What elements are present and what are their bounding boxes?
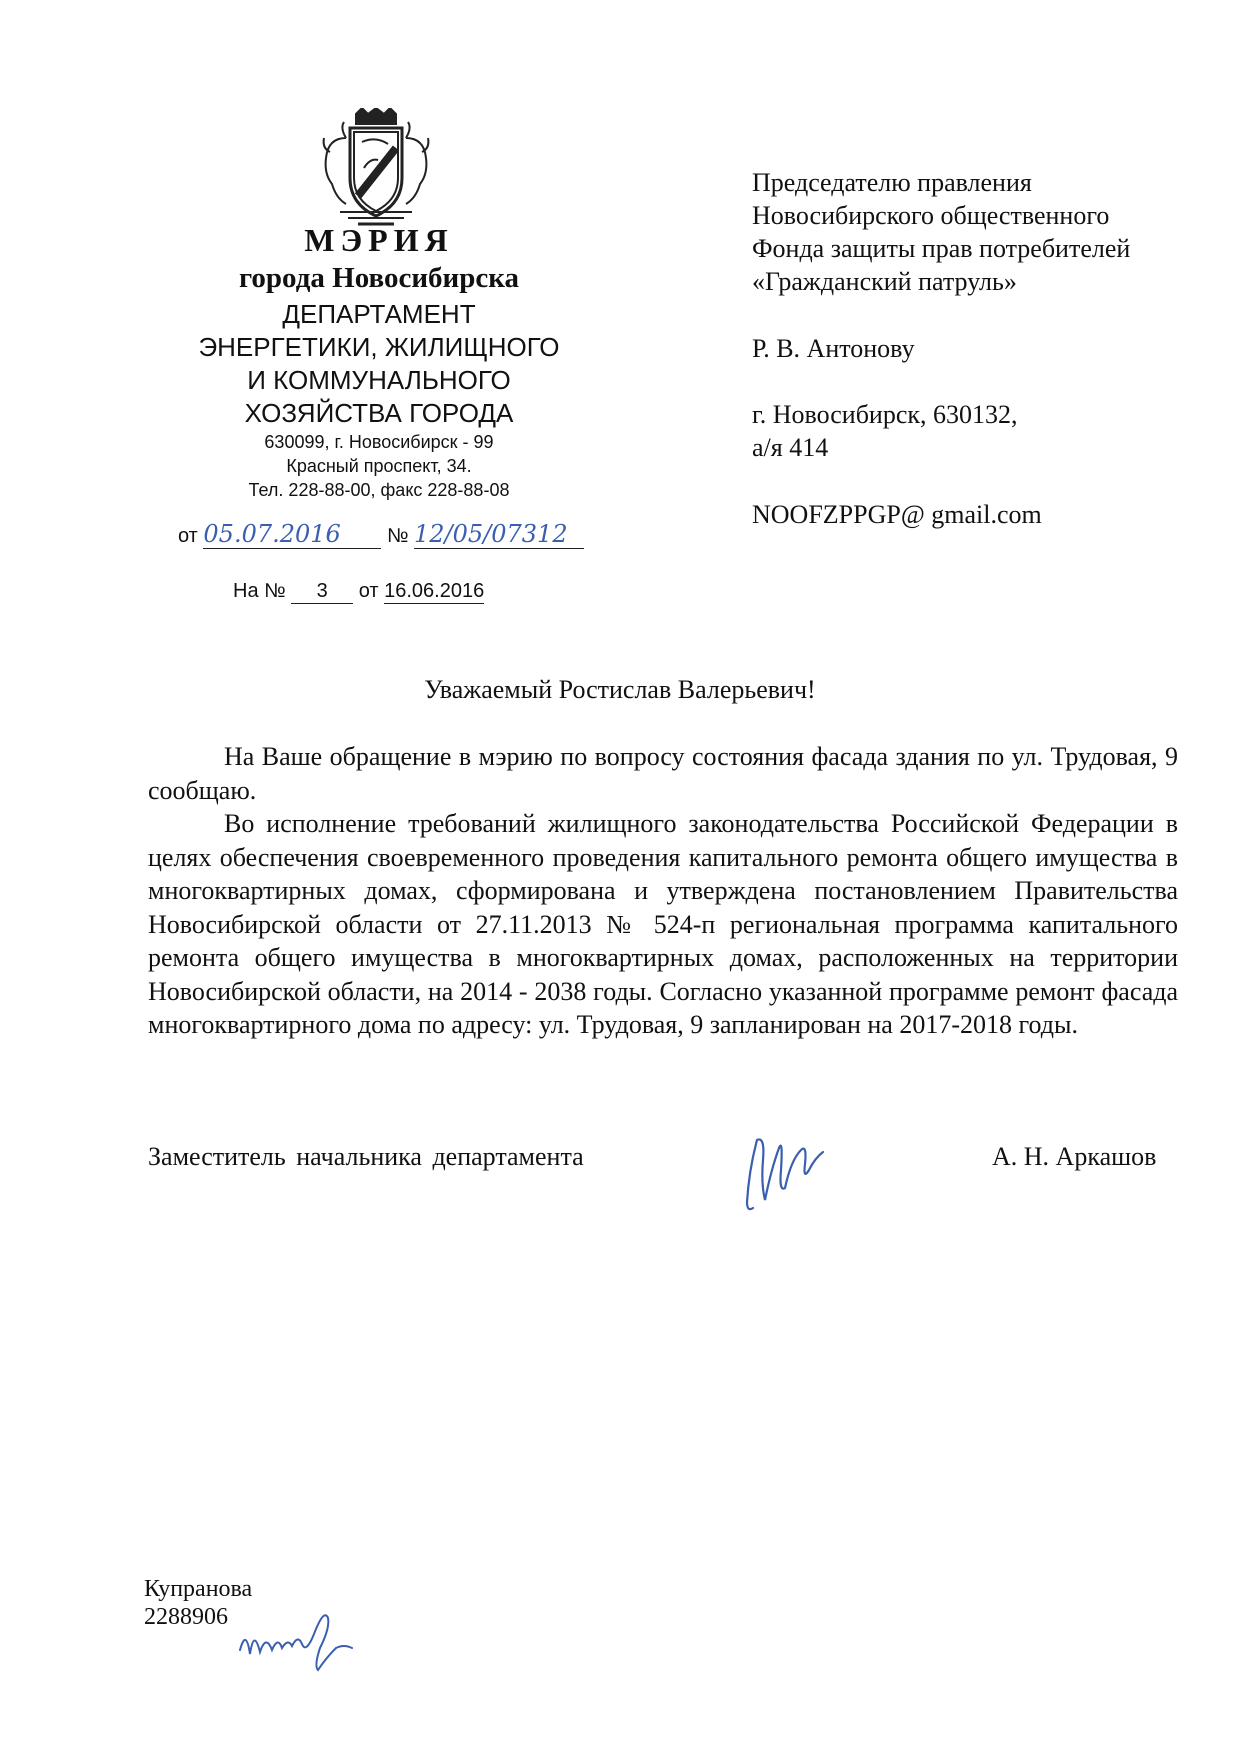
outgoing-date-field — [203, 520, 381, 549]
handwritten-signature — [735, 1130, 835, 1215]
addressee-email: NOOFZPPGP@ gmail.com — [752, 500, 1042, 529]
reply-number: 3 — [291, 580, 353, 604]
addressee-address-line: г. Новосибирск, 630132, — [752, 400, 1018, 429]
outgoing-registration — [178, 520, 584, 549]
body-paragraph: На Ваше обращение в мэрию по вопросу состояния фасада здания по ул. Трудовая, 9 сообщаю. — [148, 742, 1178, 805]
letterhead-address-line: Красный проспект, 34. — [286, 456, 472, 476]
addressee-address-line: а/я 414 — [752, 433, 829, 462]
from-label: от — [178, 525, 198, 547]
addressee-person: Р. В. Антонову — [752, 334, 915, 363]
city-coat-of-arms-icon — [318, 108, 434, 226]
executor-phone: 2288906 — [144, 1604, 228, 1630]
reply-from-label: от — [358, 580, 379, 602]
addressee-line: Председателю правления — [752, 168, 1032, 197]
body-paragraph: Во исполнение требований жилищного законодательства Российской Федерации в целях обеспечения своевременного проведения капитального ремонта общего имущества в многоквартирных домах, сформирована и утверждена постановлением Правительства Новосибирской области от 27.11.2013 № 524-п региональная программа капитального ремонта общего имущества в многоквартирных домах, расположенных на территории Новосибирской области, на 2014 - 2038 годы. Согласно указанной программе ремонт фасада многоквартирного дома по адресу: ул. Трудовая, 9 запланирован на 2017-2018 годы. — [148, 809, 1178, 1039]
addressee-line: «Гражданский патруль» — [752, 267, 1017, 296]
outgoing-date-handwritten: 05.07.2016 — [203, 520, 341, 548]
greeting: Уважаемый Ростислав Валерьевич! — [424, 675, 816, 704]
letterhead-department-line: ХОЗЯЙСТВА ГОРОДА — [244, 398, 514, 428]
reply-label: На № — [233, 580, 286, 602]
outgoing-number-handwritten: 12/05/07312 — [414, 520, 568, 548]
letterhead-address-line: 630099, г. Новосибирск - 99 — [264, 432, 494, 452]
letterhead-mayoralty: МЭРИЯ — [304, 222, 454, 258]
executor-name: Купранова — [144, 1576, 253, 1602]
letterhead-city: города Новосибирска — [238, 262, 520, 294]
letterhead-contacts: Тел. 228-88-00, факс 228-88-08 — [248, 480, 510, 500]
addressee-line: Новосибирского общественного — [752, 201, 1110, 230]
letterhead-department-line: ЭНЕРГЕТИКИ, ЖИЛИЩНОГО — [198, 332, 560, 362]
reply-date: 16.06.2016 — [384, 580, 485, 602]
executor-initials-mark — [232, 1598, 362, 1678]
number-label: № — [386, 525, 409, 547]
outgoing-number-field — [414, 520, 584, 549]
signatory-name: А. Н. Аркашов — [992, 1142, 1157, 1171]
addressee-line: Фонда защиты прав потребителей — [752, 234, 1131, 263]
signatory-position: Заместитель начальника департамента — [148, 1142, 584, 1171]
letterhead-department-line: И КОММУНАЛЬНОГО — [247, 365, 511, 395]
reply-reference — [233, 580, 484, 604]
letterhead-department-line: ДЕПАРТАМЕНТ — [282, 299, 476, 329]
